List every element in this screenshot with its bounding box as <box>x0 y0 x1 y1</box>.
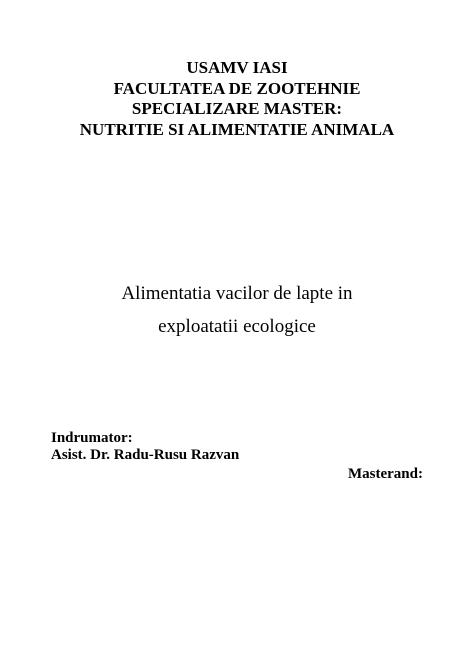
advisor-block <box>51 430 239 464</box>
student-label: Masterand: <box>348 466 423 482</box>
advisor-name: Asist. Dr. Radu-Rusu Razvan <box>51 447 240 463</box>
specialization-label: SPECIALIZARE MASTER: <box>131 99 343 118</box>
university-name: USAMV IASI <box>186 58 288 77</box>
faculty-name: FACULTATEA DE ZOOTEHNIE <box>113 78 361 98</box>
document-title-line-1: Alimentatia vacilor de lapte in <box>121 283 353 304</box>
document-title-line-2: exploatatii ecologice <box>158 316 316 337</box>
institution-header <box>0 58 474 140</box>
advisor-label: Indrumator: <box>51 430 133 446</box>
program-name: NUTRITIE SI ALIMENTATIE ANIMALA <box>79 119 395 139</box>
